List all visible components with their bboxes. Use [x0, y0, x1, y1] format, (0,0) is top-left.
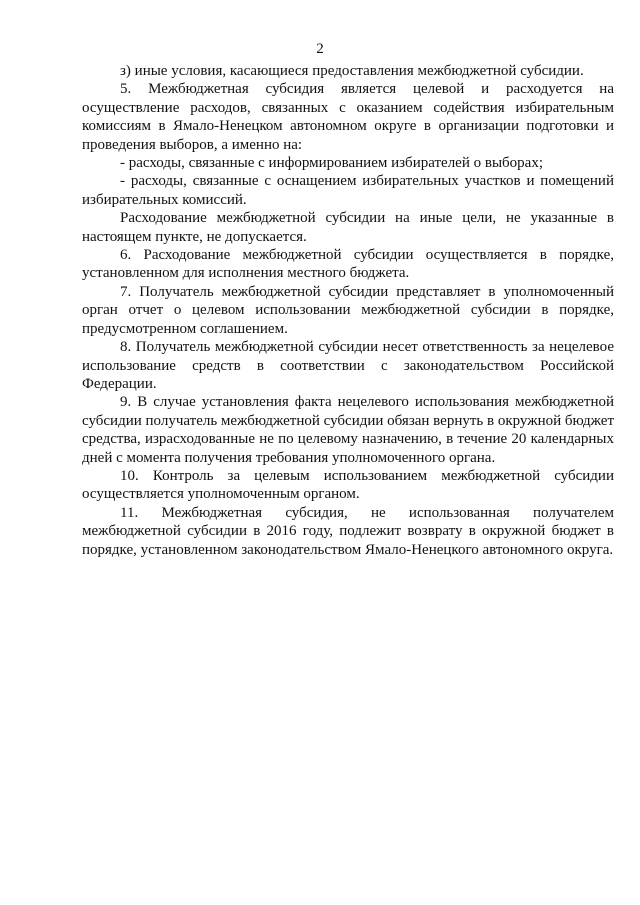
paragraph-11: 11. Межбюджетная субсидия, не использованная получателем межбюджетной субсидии в 2016 году, подлежит возврату в окружной бюджет в порядке, установленном законодательством Ямало-Ненецкого автономного округа. — [82, 504, 614, 558]
list-item-informing: - расходы, связанные с информированием избирателей о выборах; — [120, 155, 543, 172]
list-item-equipment: - расходы, связанные с оснащением избирательных участков и помещений избирательных комиссий. — [82, 173, 614, 208]
paragraph-condition-z: з) иные условия, касающиеся предоставления межбюджетной субсидии. — [120, 63, 584, 79]
page-number: 2 — [316, 41, 324, 57]
paragraph-8: 8. Получатель межбюджетной субсидии несет ответственность за нецелевое использование средств в соответствии с законодательством Российской Федерации. — [82, 339, 614, 392]
paragraph-10: 10. Контроль за целевым использованием межбюджетной субсидии осуществляется уполномоченным органом. — [82, 467, 614, 503]
paragraph-9: 9. В случае установления факта нецелевого использования межбюджетной субсидии получатель межбюджетной субсидии обязан вернуть в окружной бюджет средства, израсходованные не по целевому назначению, в течение 20 календарных дней с момента получения требования уполномоченного органа. — [82, 394, 614, 466]
document-body — [82, 62, 614, 559]
paragraph-7: 7. Получатель межбюджетной субсидии представляет в уполномоченный орган отчет о целевом использовании межбюджетной субсидии в порядке, предусмотренном соглашением. — [82, 283, 614, 337]
paragraph-5: 5. Межбюджетная субсидия является целевой и расходуется на осуществление расходов, связанных с оказанием содействия избирательным комиссиям в Ямало-Ненецком автономном округе в организации подготовки и проведения выборов, а именно на: — [82, 81, 614, 153]
paragraph-restriction: Расходование межбюджетной субсидии на иные цели, не указанные в настоящем пункте, не допускается. — [82, 210, 614, 245]
paragraph-6: 6. Расходование межбюджетной субсидии осуществляется в порядке, установленном для исполнения местного бюджета. — [82, 247, 614, 282]
